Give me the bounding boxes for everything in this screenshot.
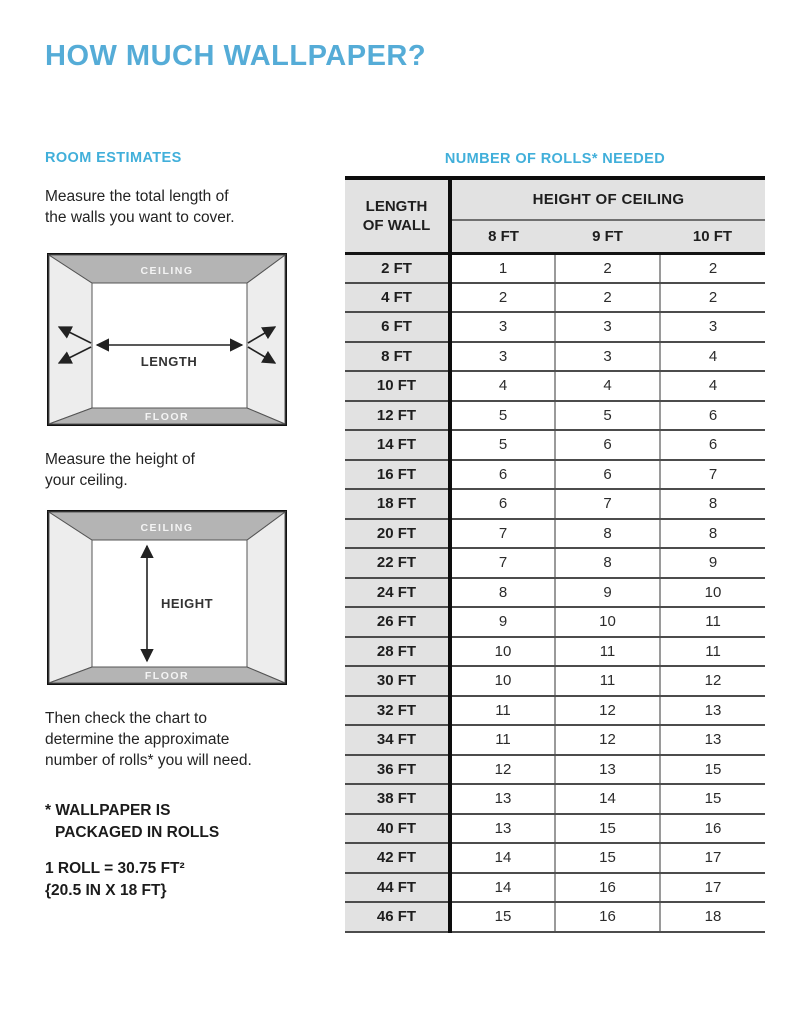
rolls-value-cell: 15: [555, 843, 660, 873]
room-estimates-section: [45, 150, 325, 899]
table-row: [345, 843, 765, 873]
wall-length-cell: 36 FT: [345, 755, 450, 785]
rolls-value-cell: 16: [555, 902, 660, 932]
rolls-value-cell: 12: [555, 696, 660, 726]
rolls-value-cell: 17: [660, 843, 765, 873]
rolls-value-cell: 11: [660, 607, 765, 637]
rolls-value-cell: 10: [555, 607, 660, 637]
instruction-line: Measure the height of: [45, 451, 195, 468]
table-row: [345, 283, 765, 313]
rolls-value-cell: 2: [660, 253, 765, 283]
wall-length-cell: 10 FT: [345, 371, 450, 401]
wall-length-column-header: [345, 178, 450, 253]
table-row: [345, 814, 765, 844]
column-header-10ft: 10 FT: [660, 220, 765, 253]
rolls-value-cell: 1: [450, 253, 555, 283]
rolls-value-cell: 6: [555, 460, 660, 490]
instruction-check-chart: [45, 708, 252, 771]
room-estimates-heading: ROOM ESTIMATES: [45, 150, 182, 166]
table-row: [345, 784, 765, 814]
rolls-value-cell: 7: [555, 489, 660, 519]
rolls-value-cell: 6: [660, 401, 765, 431]
rolls-value-cell: 6: [555, 430, 660, 460]
rolls-value-cell: 5: [450, 401, 555, 431]
ceiling-label: CEILING: [140, 265, 194, 277]
roll-size-line: {20.5 IN X 18 FT}: [45, 882, 167, 899]
wall-length-cell: 14 FT: [345, 430, 450, 460]
rolls-value-cell: 16: [660, 814, 765, 844]
rolls-value-cell: 11: [450, 696, 555, 726]
rolls-value-cell: 8: [450, 578, 555, 608]
rolls-value-cell: 11: [450, 725, 555, 755]
rolls-value-cell: 15: [555, 814, 660, 844]
rolls-value-cell: 2: [450, 283, 555, 313]
wall-length-cell: 4 FT: [345, 283, 450, 313]
roll-size-line: 1 ROLL = 30.75 FT²: [45, 860, 185, 877]
table-row: [345, 666, 765, 696]
instruction-line: Measure the total length of: [45, 188, 229, 205]
rolls-needed-heading: NUMBER OF ROLLS* NEEDED: [444, 151, 666, 167]
wall-length-cell: 24 FT: [345, 578, 450, 608]
table-row: [345, 312, 765, 342]
rolls-value-cell: 13: [450, 814, 555, 844]
wall-length-cell: 16 FT: [345, 460, 450, 490]
rolls-value-cell: 16: [555, 873, 660, 903]
rolls-value-cell: 14: [555, 784, 660, 814]
wall-length-cell: 38 FT: [345, 784, 450, 814]
rolls-value-cell: 8: [555, 519, 660, 549]
wall-length-cell: 30 FT: [345, 666, 450, 696]
rolls-value-cell: 11: [555, 637, 660, 667]
rolls-value-cell: 8: [660, 489, 765, 519]
rolls-value-cell: 2: [555, 283, 660, 313]
wall-length-cell: 44 FT: [345, 873, 450, 903]
instruction-line: number of rolls* you will need.: [45, 752, 252, 769]
rolls-value-cell: 6: [660, 430, 765, 460]
rolls-value-cell: 11: [660, 637, 765, 667]
table-row: [345, 873, 765, 903]
rolls-value-cell: 3: [660, 312, 765, 342]
wall-length-cell: 18 FT: [345, 489, 450, 519]
table-row: [345, 902, 765, 932]
rolls-value-cell: 7: [450, 519, 555, 549]
rolls-value-cell: 5: [555, 401, 660, 431]
rolls-value-cell: 15: [660, 755, 765, 785]
rolls-value-cell: 4: [555, 371, 660, 401]
table-row: [345, 430, 765, 460]
wallpaper-rolls-note: [45, 800, 219, 844]
wall-length-cell: 28 FT: [345, 637, 450, 667]
rolls-value-cell: 14: [450, 873, 555, 903]
rolls-value-cell: 5: [450, 430, 555, 460]
instruction-measure-length: [45, 186, 235, 228]
height-measure-label: HEIGHT: [161, 596, 214, 611]
rolls-value-cell: 15: [450, 902, 555, 932]
rolls-value-cell: 8: [555, 548, 660, 578]
rolls-value-cell: 6: [450, 489, 555, 519]
floor-label: FLOOR: [144, 411, 190, 423]
floor-label: FLOOR: [144, 670, 190, 682]
table-row: [345, 371, 765, 401]
room-length-diagram: [47, 253, 287, 426]
wall-length-cell: 26 FT: [345, 607, 450, 637]
column-header-8ft: 8 FT: [450, 220, 555, 253]
rolls-value-cell: 11: [555, 666, 660, 696]
rolls-value-cell: 7: [660, 460, 765, 490]
note-line: * WALLPAPER IS: [45, 802, 171, 819]
table-row: [345, 548, 765, 578]
table-row: [345, 637, 765, 667]
instruction-line: determine the approximate: [45, 731, 230, 748]
roll-size-info: [45, 858, 185, 902]
rolls-value-cell: 13: [555, 755, 660, 785]
room-height-diagram: [47, 510, 287, 685]
rolls-value-cell: 6: [450, 460, 555, 490]
rolls-value-cell: 18: [660, 902, 765, 932]
rolls-value-cell: 2: [555, 253, 660, 283]
rolls-table: [345, 176, 765, 933]
right-wall: [247, 512, 285, 683]
wall-length-column-header-text: LENGTH OF WALL: [362, 197, 431, 234]
height-of-ceiling-header: HEIGHT OF CEILING: [450, 178, 765, 220]
rolls-value-cell: 3: [555, 312, 660, 342]
rolls-value-cell: 12: [450, 755, 555, 785]
wall-length-cell: 22 FT: [345, 548, 450, 578]
wall-length-cell: 40 FT: [345, 814, 450, 844]
table-row: [345, 578, 765, 608]
rolls-value-cell: 13: [660, 725, 765, 755]
wall-length-cell: 20 FT: [345, 519, 450, 549]
instruction-line: your ceiling.: [45, 472, 128, 489]
wall-length-cell: 6 FT: [345, 312, 450, 342]
rolls-value-cell: 14: [450, 843, 555, 873]
rolls-value-cell: 3: [555, 342, 660, 372]
table-row: [345, 755, 765, 785]
instruction-line: the walls you want to cover.: [45, 209, 235, 226]
rolls-value-cell: 12: [555, 725, 660, 755]
table-row: [345, 489, 765, 519]
table-row: [345, 342, 765, 372]
wall-length-cell: 2 FT: [345, 253, 450, 283]
rolls-value-cell: 10: [660, 578, 765, 608]
rolls-value-cell: 13: [450, 784, 555, 814]
page-title: HOW MUCH WALLPAPER?: [45, 40, 427, 72]
rolls-value-cell: 7: [450, 548, 555, 578]
rolls-value-cell: 4: [660, 371, 765, 401]
rolls-value-cell: 10: [450, 637, 555, 667]
table-row: [345, 696, 765, 726]
wall-length-cell: 12 FT: [345, 401, 450, 431]
instruction-measure-height: [45, 449, 195, 491]
rolls-value-cell: 12: [660, 666, 765, 696]
rolls-value-cell: 13: [660, 696, 765, 726]
table-row: [345, 725, 765, 755]
rolls-value-cell: 9: [450, 607, 555, 637]
rolls-value-cell: 15: [660, 784, 765, 814]
column-header-9ft: 9 FT: [555, 220, 660, 253]
rolls-value-cell: 10: [450, 666, 555, 696]
table-row: [345, 607, 765, 637]
rolls-value-cell: 3: [450, 342, 555, 372]
table-row: [345, 460, 765, 490]
table-row: [345, 253, 765, 283]
rolls-value-cell: 4: [660, 342, 765, 372]
wall-length-cell: 42 FT: [345, 843, 450, 873]
wall-length-cell: 32 FT: [345, 696, 450, 726]
wall-length-cell: 8 FT: [345, 342, 450, 372]
left-wall: [49, 512, 92, 683]
rolls-value-cell: 8: [660, 519, 765, 549]
table-row: [345, 519, 765, 549]
wall-length-cell: 34 FT: [345, 725, 450, 755]
rolls-value-cell: 9: [555, 578, 660, 608]
rolls-value-cell: 3: [450, 312, 555, 342]
length-measure-label: LENGTH: [140, 354, 198, 369]
ceiling-label: CEILING: [140, 522, 194, 534]
rolls-table-body: [345, 253, 765, 932]
wall-length-cell: 46 FT: [345, 902, 450, 932]
rolls-value-cell: 2: [660, 283, 765, 313]
instruction-line: Then check the chart to: [45, 710, 207, 727]
table-row: [345, 401, 765, 431]
note-line: PACKAGED IN ROLLS: [55, 824, 220, 841]
rolls-value-cell: 4: [450, 371, 555, 401]
rolls-value-cell: 9: [660, 548, 765, 578]
rolls-value-cell: 17: [660, 873, 765, 903]
